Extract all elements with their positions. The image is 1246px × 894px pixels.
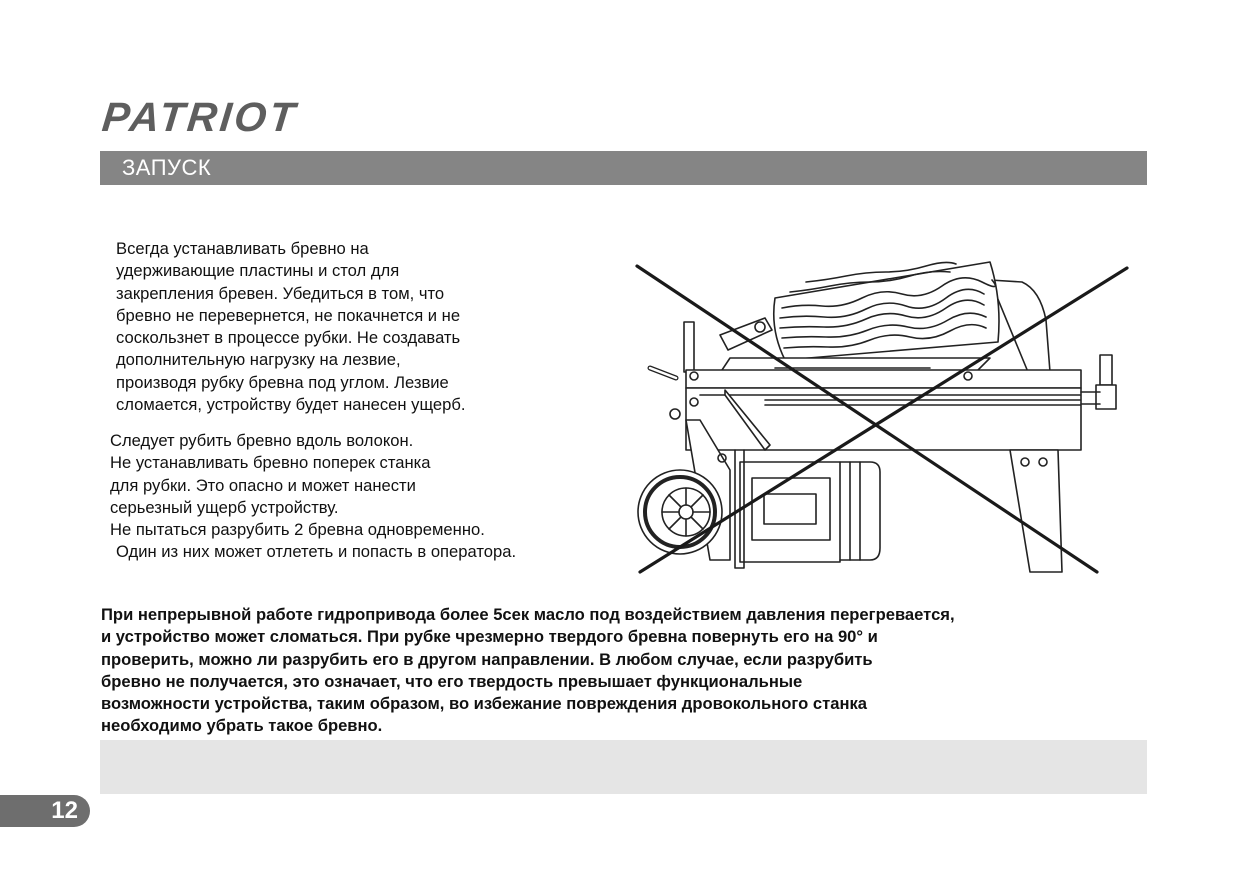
footer-band [100, 740, 1147, 794]
page-number: 12 [51, 797, 78, 824]
section-header-bar [100, 151, 1147, 185]
text-line: Не устанавливать бревно поперек станка [110, 453, 431, 473]
text-line: бревно не получается, это означает, что его твердость превышает функциональные [101, 671, 803, 691]
text-line: Следует рубить бревно вдоль волокон. [110, 431, 414, 450]
brand-logo: PATRIOT [100, 94, 300, 140]
text-line: дополнительную нагрузку на лезвие, [116, 350, 401, 370]
section-title: ЗАПУСК [122, 155, 212, 180]
wheel-icon [638, 470, 722, 554]
log-icon [774, 262, 999, 360]
text-line: необходимо убрать такое бревно. [101, 716, 383, 736]
instruction-paragraph-2 [110, 430, 516, 564]
instruction-paragraph-1 [116, 238, 466, 416]
text-line: для рубки. Это опасно и может нанести [110, 475, 416, 495]
text-line: возможности устройства, таким образом, во избежание повреждения дровокольного станка [101, 694, 868, 714]
text-line: При непрерывной работе гидропривода более 5сек масло под воздействием давления перегревается, [101, 605, 955, 624]
page-number-tab [0, 795, 90, 827]
text-line: удерживающие пластины и стол для [116, 261, 400, 281]
text-line: Один из них может отлететь и попасть в оператора. [116, 542, 517, 562]
text-line: закрепления бревен. Убедиться в том, что [116, 283, 445, 303]
text-line: серьезный ущерб устройству. [110, 497, 339, 517]
text-line: бревно не перевернется, не покачнется и не [116, 305, 461, 325]
text-line: производя рубку бревна под углом. Лезвие [116, 372, 449, 392]
text-line: и устройство может сломаться. При рубке чрезмерно твердого бревна повернуть его на 90° и [101, 627, 878, 647]
log-splitter-prohibited-illustration [630, 255, 1150, 585]
text-line: Всегда устанавливать бревно на [116, 239, 369, 258]
text-line: сломается, устройству будет нанесен ущерб. [116, 395, 466, 415]
overheat-warning-text [101, 604, 955, 738]
text-line: Не пытаться разрубить 2 бревна одновременно. [110, 520, 485, 540]
text-line: проверить, можно ли разрубить его в другом направлении. В любом случае, если разрубить [101, 649, 873, 669]
text-line: соскользнет в процессе рубки. Не создавать [116, 328, 461, 348]
